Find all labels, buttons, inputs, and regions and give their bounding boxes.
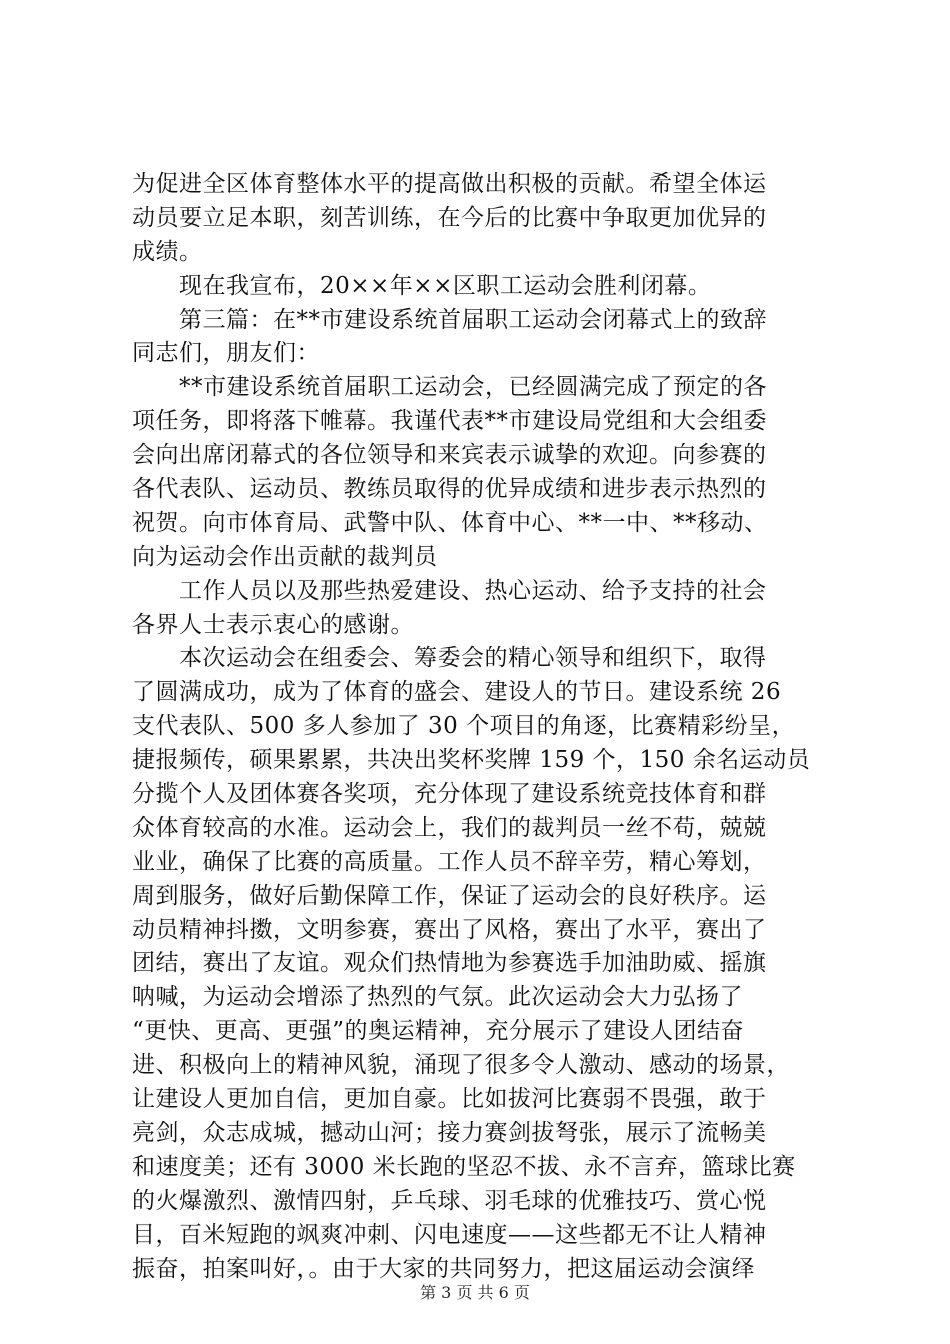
text-line: 振奋，拍案叫好，。由于大家的共同努力，把这届运动会演绎 [132,1255,755,1282]
text-line: 祝贺。向市体育局、武警中队、体育中心、**一中、**移动、 [132,509,768,536]
document-body [132,168,832,1286]
text-line: 众体育较高的水准。运动会上，我们的裁判员一丝不苟，兢兢 [132,814,767,841]
text-line: 让建设人更加自信，更加自豪。比如拔河比赛弱不畏强，敢于 [132,1086,767,1113]
text-line: 各界人士表示衷心的感谢。 [132,611,414,638]
text-line: “更快、更高、更强”的奥运精神，充分展示了建设人团结奋 [132,1018,745,1045]
text-line: 的火爆激烈、激情四射，乒乓球、羽毛球的优雅技巧、赏心悦 [132,1187,767,1214]
text-line: 支代表队、500 多人参加了 30 个项目的角逐，比赛精彩纷呈， [132,713,796,740]
text-line: 项任务，即将落下帷幕。我谨代表**市建设局党组和大会组委 [132,408,767,435]
text-line: 本次运动会在组委会、筹委会的精心领导和组织下，取得 [132,645,767,672]
text-line: 分揽个人及团体赛各奖项，充分体现了建设系统竞技体育和群 [132,781,767,808]
text-line: 进、积极向上的精神风貌，涌现了很多令人激动、感动的场景， [132,1052,790,1079]
text-line: 呐喊，为运动会增添了热烈的气氛。此次运动会大力弘扬了 [132,984,743,1011]
text-line: 和速度美；还有 3000 米长跑的坚忍不拔、永不言弃，篮球比赛 [132,1153,796,1180]
section-heading: 第三篇：在**市建设系统首届职工运动会闭幕式上的致辞 [132,306,767,333]
text-line: 向为运动会作出贡献的裁判员 [132,543,438,570]
text-line: 动员要立足本职，刻苦训练，在今后的比赛中争取更加优异的 [132,204,767,231]
text-line: 捷报频传，硕果累累，共决出奖杯奖牌 159 个，150 余名运动员 [132,747,811,774]
text-line: 为促进全区体育整体水平的提高做出积极的贡献。希望全体运 [132,171,767,197]
text-line: **市建设系统首届职工运动会，已经圆满完成了预定的各 [132,374,767,401]
text-line: 工作人员以及那些热爱建设、热心运动、给予支持的社会 [132,577,767,604]
salutation: 同志们，朋友们： [132,340,320,367]
text-line: 动员精神抖擞，文明参赛，赛出了风格，赛出了水平，赛出了 [132,916,767,943]
text-line: 团结，赛出了友谊。观众们热情地为参赛选手加油助威、摇旗 [132,950,767,977]
page-number-footer: 第 3 页 共 6 页 [420,1283,530,1302]
text-line: 会向出席闭幕式的各位领导和来宾表示诚挚的欢迎。向参赛的 [132,442,767,469]
text-line: 现在我宣布，20××年××区职工运动会胜利闭幕。 [132,272,712,299]
text-line: 了圆满成功，成为了体育的盛会、建设人的节日。建设系统 26 [132,679,782,706]
text-line: 成绩。 [132,238,203,265]
text-line: 亮剑，众志成城，撼动山河；接力赛剑拔弩张，展示了流畅美 [132,1119,767,1146]
text-line: 各代表队、运动员、教练员取得的优异成绩和进步表示热烈的 [132,476,767,503]
text-line: 周到服务，做好后勤保障工作，保证了运动会的良好秩序。运 [132,882,767,909]
text-line: 业业，确保了比赛的高质量。工作人员不辞辛劳，精心筹划， [132,848,767,875]
text-line: 目，百米短跑的飒爽冲刺、闪电速度——这些都无不让人精神 [132,1221,767,1248]
